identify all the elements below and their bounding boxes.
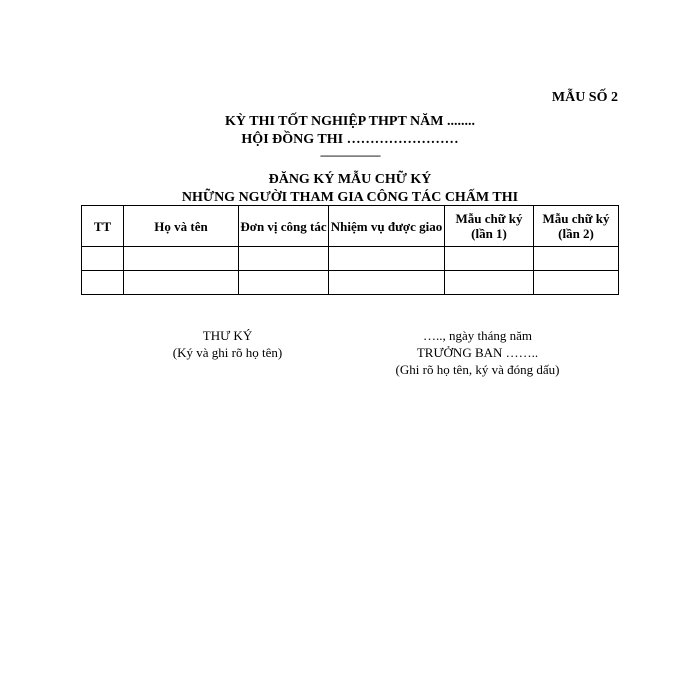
table-cell [239,247,329,271]
secretary-note: (Ký và ghi rõ họ tên) [172,345,283,360]
table-cell [329,271,445,295]
table-cell [124,271,239,295]
chair-signature-block [370,327,585,378]
chair-note: (Ghi rõ họ tên, ký và đóng dấu) [395,362,560,377]
table-row [82,271,619,295]
table-cell [124,247,239,271]
secretary-signature-block [145,327,310,361]
table-cell [445,247,534,271]
signature-table [81,205,619,295]
divider-dashes: -------------------- [320,148,380,162]
column-header-unit: Đơn vị công tác [239,206,329,247]
registration-subtitle: NHỮNG NGƯỜI THAM GIA CÔNG TÁC CHẤM THI [181,190,519,205]
secretary-title: THƯ KÝ [202,328,253,343]
column-header-tt: TT [82,206,124,247]
chair-title: TRƯỞNG BAN …….. [416,345,539,360]
table-cell [82,247,124,271]
table-row [82,247,619,271]
column-header-signature-1: Mẫu chữ ký (lần 1) [445,206,534,247]
date-line: ….., ngày tháng năm [422,328,533,343]
table-cell [239,271,329,295]
registration-title: ĐĂNG KÝ MẪU CHỮ KÝ [268,172,432,187]
column-header-name: Họ và tên [124,206,239,247]
column-header-duty: Nhiệm vụ được giao [329,206,445,247]
form-number: MẪU SỐ 2 [551,90,618,105]
table-cell [82,271,124,295]
council-name: HỘI ĐỒNG THI …………………… [241,132,459,147]
table-cell [329,247,445,271]
table-header-row [82,206,619,247]
exam-title: KỲ THI TỐT NGHIỆP THPT NĂM ........ [225,114,475,129]
table-cell [445,271,534,295]
table-cell [534,247,619,271]
column-header-signature-2: Mẫu chữ ký (lần 2) [534,206,619,247]
table-cell [534,271,619,295]
